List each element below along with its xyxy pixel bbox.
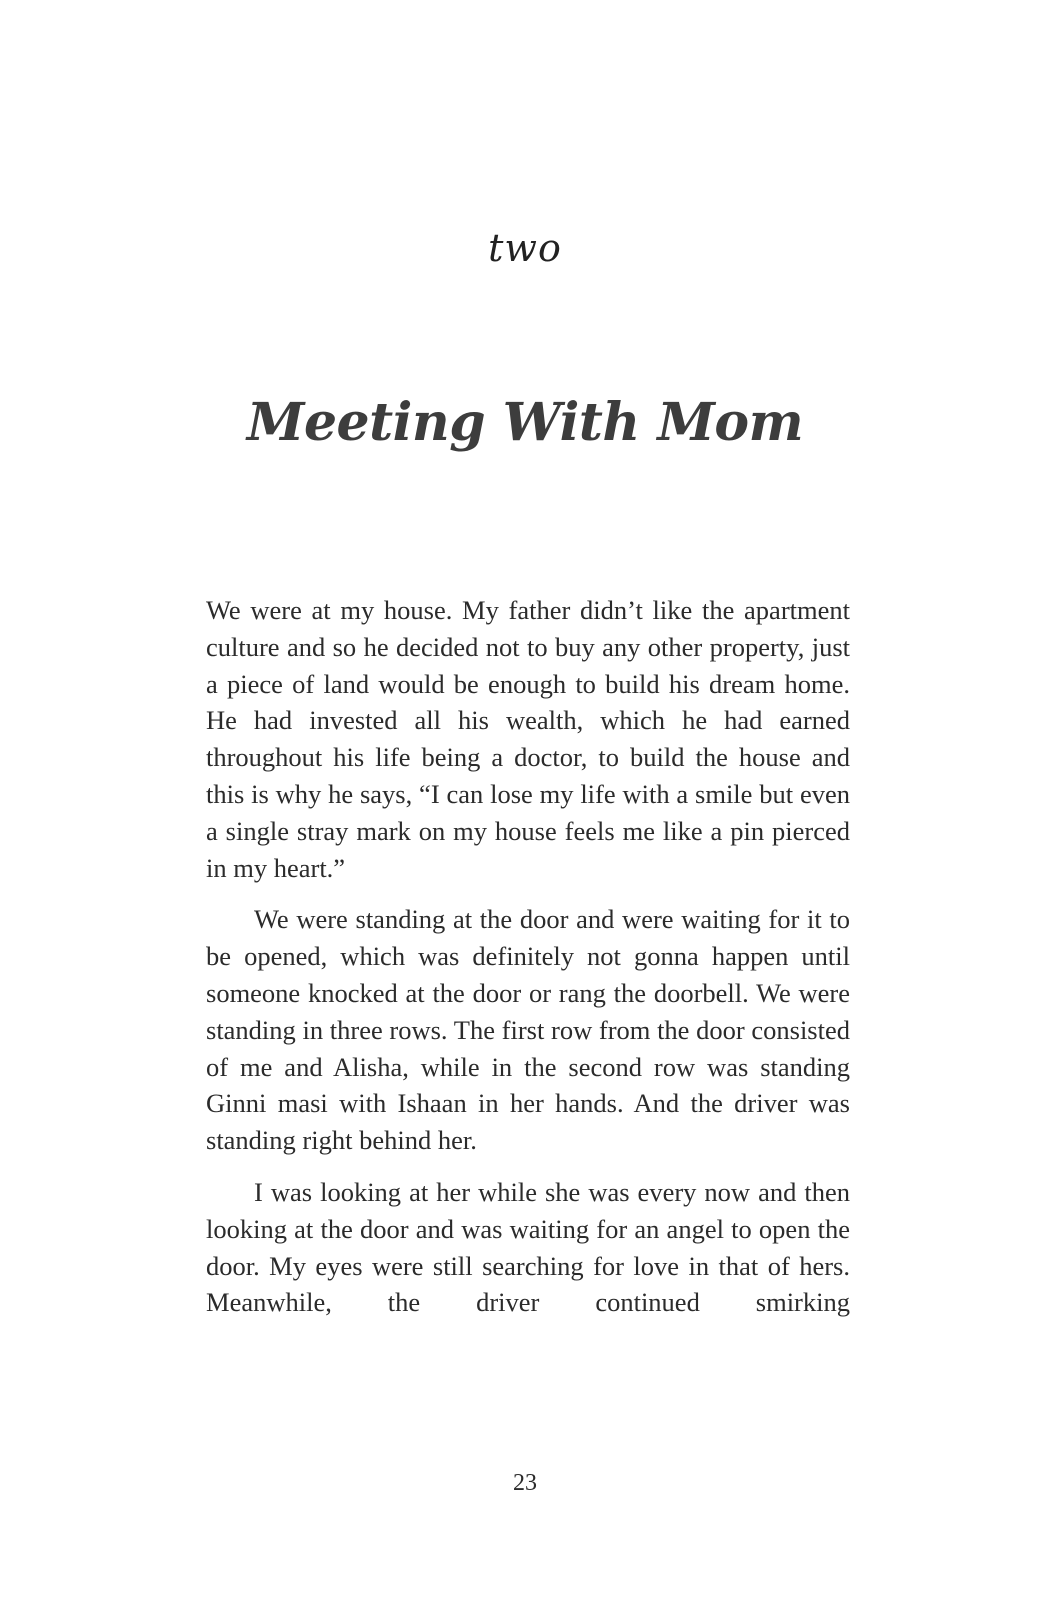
chapter-title: Meeting With Mom (246, 392, 804, 453)
chapter-body (206, 592, 850, 1336)
page-number: 23 (513, 1470, 537, 1496)
paragraph-1: We were at my house. My father didn’t like the apartment culture and so he decided not to buy any other property, just a piece of land would be enough to build his dream home. He had invested all his wealth, which he had earned throughout his life being a doctor, to build the house and this is why he says, “I can lose my life with a smile but even a single stray mark on my house feels me like a pin pierced in my heart.” (206, 595, 850, 883)
paragraph-3: I was looking at her while she was every now and then looking at the door and was waiting for an angel to open the door. My eyes were still searching for love in that of hers. Meanwhile, the driver continued smirking (206, 1176, 850, 1318)
paragraph-2: We were standing at the door and were waiting for it to be opened, which was definitely not gonna happen until someone knocked at the door or rang the doorbell. We were standing in three rows. The first row from the door consisted of me and Alisha, while in the second row was standing Ginni masi with Ishaan in her hands. And the driver was standing right behind her. (206, 904, 850, 1156)
chapter-number: two (488, 226, 562, 270)
